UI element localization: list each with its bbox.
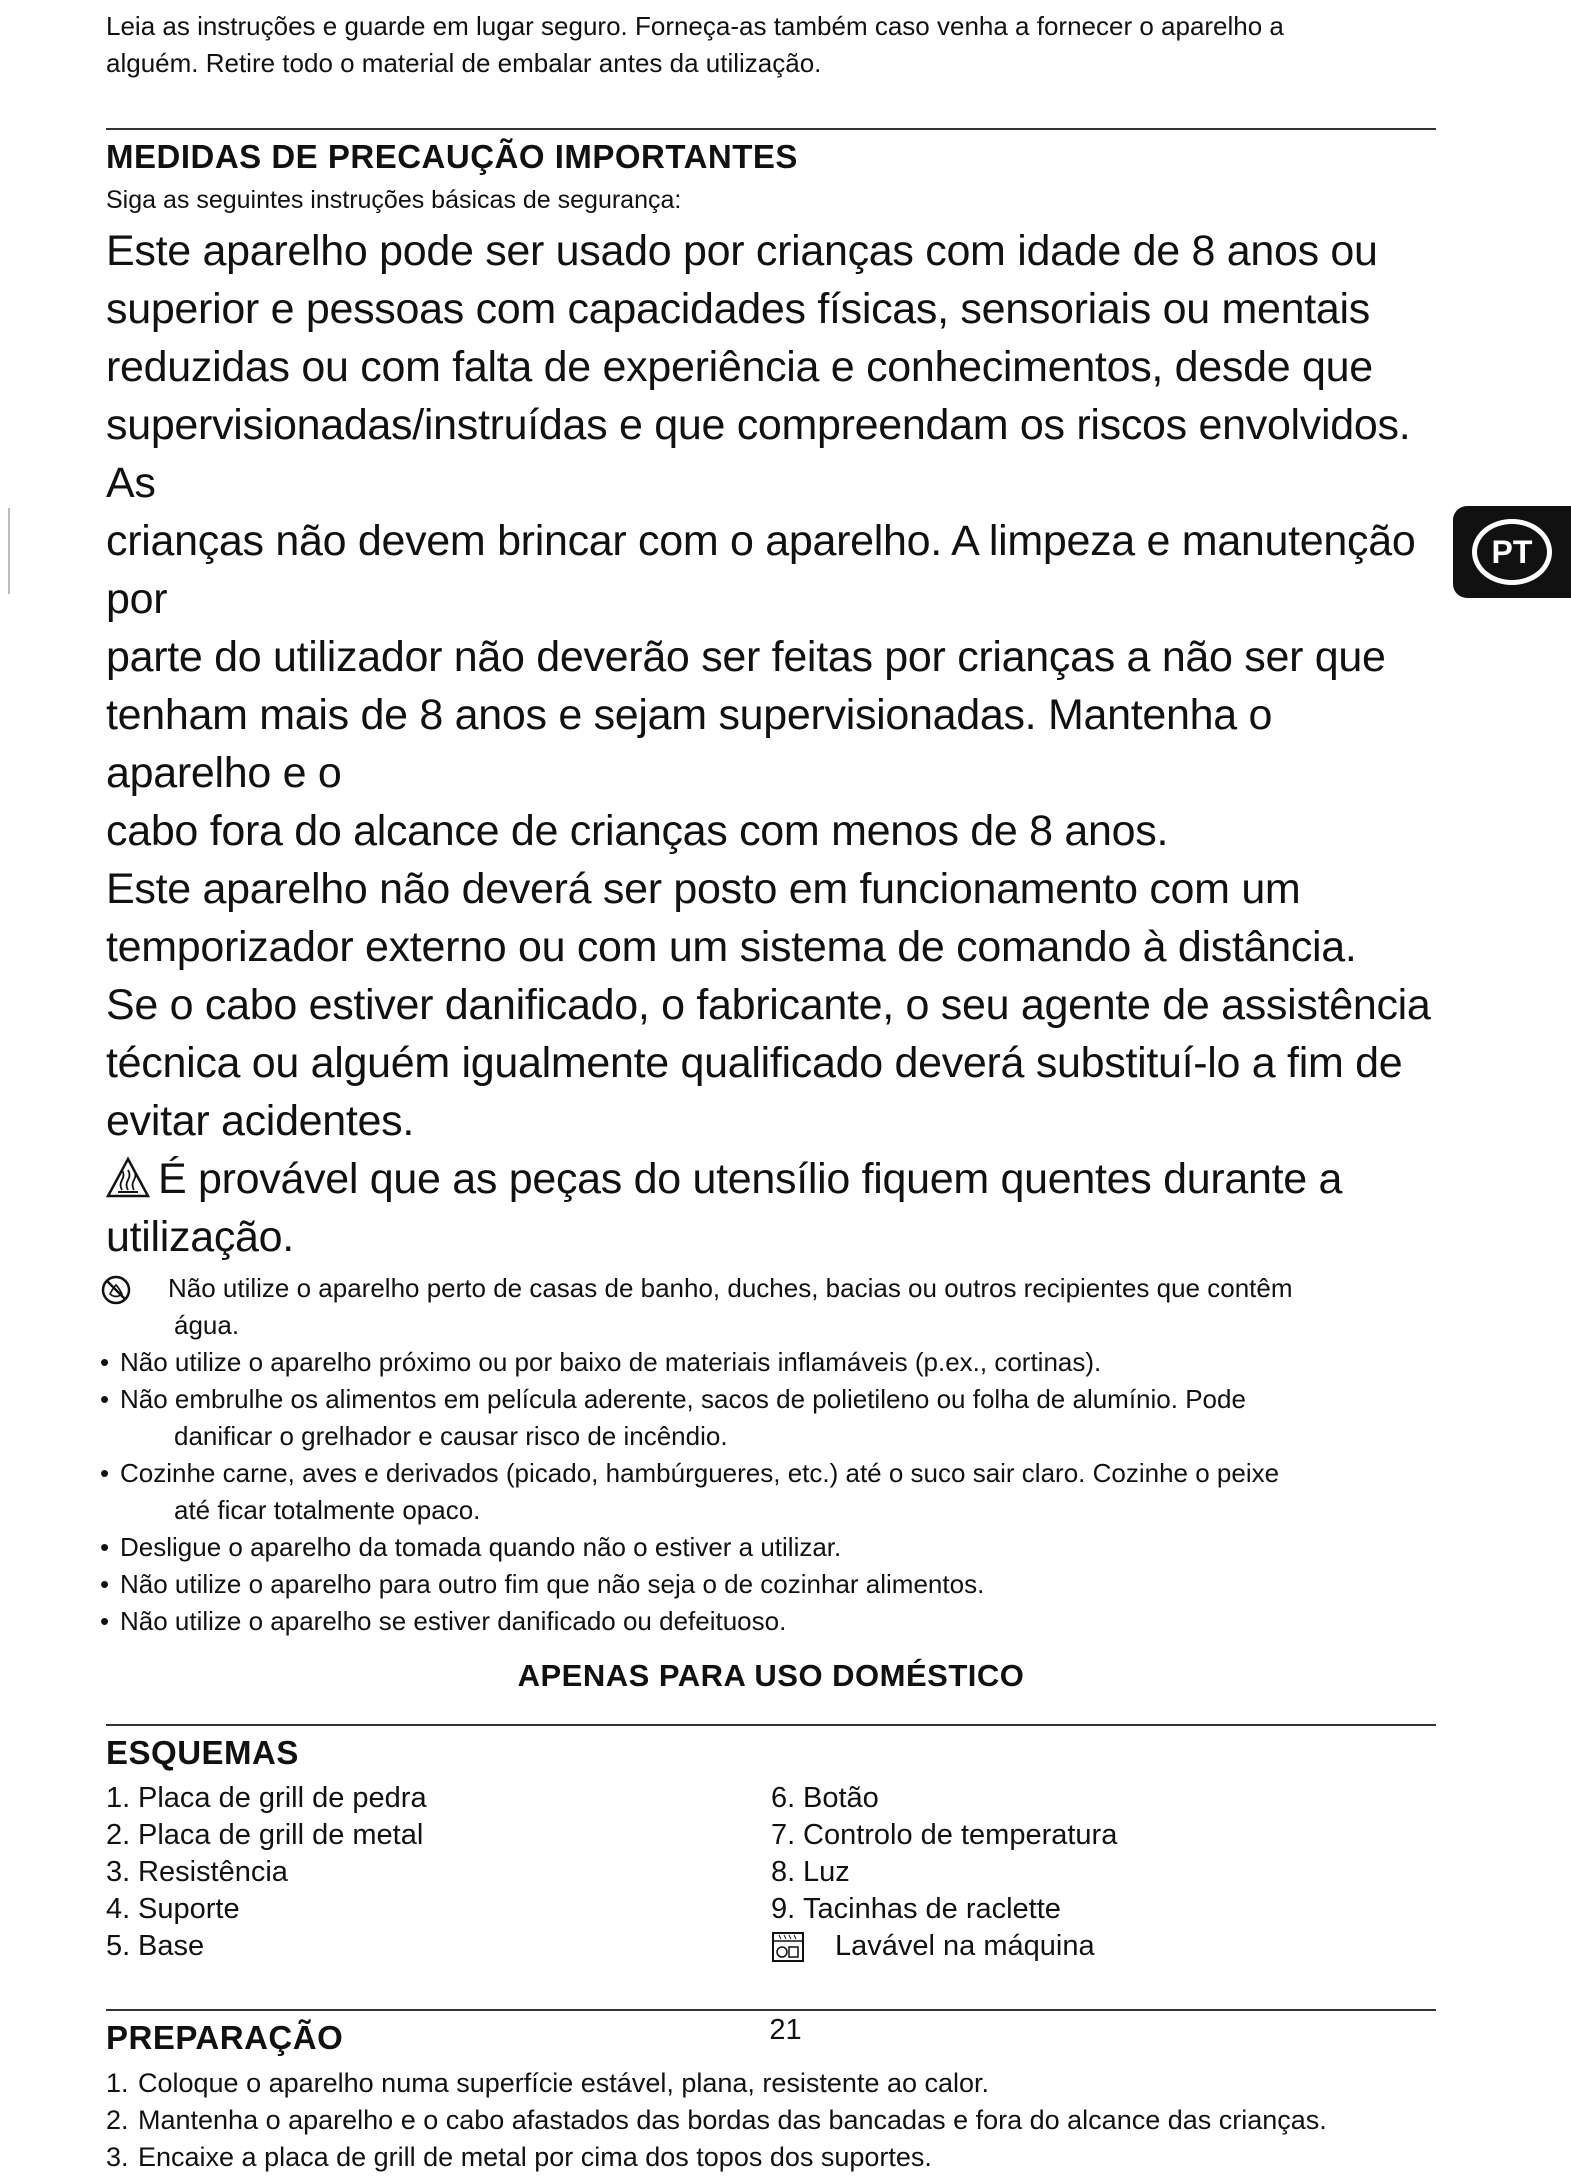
schemes-title: ESQUEMAS bbox=[106, 1734, 299, 1771]
part-number: 7. bbox=[771, 1819, 796, 1851]
big-text-line: temporizador externo ou com um sistema de comando à distância. bbox=[106, 923, 1357, 971]
part-number: 4. bbox=[106, 1893, 131, 1925]
part-label: Luz bbox=[803, 1856, 850, 1888]
hot-surface-warning bbox=[106, 1150, 1436, 1208]
part-item bbox=[106, 1817, 771, 1854]
bullet: • bbox=[100, 1569, 110, 1599]
part-number: 9. bbox=[771, 1893, 796, 1925]
big-text-line: crianças não devem brincar com o aparelho. A limpeza e manutenção por bbox=[106, 517, 1416, 623]
step-text: Encaixe a placa de grill de metal por cima dos topos dos suportes. bbox=[138, 2142, 932, 2172]
intro-line-1: Leia as instruções e guarde em lugar seguro. Forneça-as também caso venha a fornecer o aparelho a bbox=[106, 11, 1284, 41]
step-number: 3. bbox=[106, 2142, 129, 2172]
big-text-line: evitar acidentes. bbox=[106, 1097, 415, 1145]
language-tab bbox=[1453, 506, 1571, 598]
big-text-line: superior e pessoas com capacidades físicas, sensoriais ou mentais bbox=[106, 285, 1370, 333]
bath-warning-cont: água. bbox=[174, 1310, 240, 1340]
language-badge: PT bbox=[1472, 519, 1552, 585]
no-water-icon bbox=[100, 1274, 132, 1306]
list-item-text: Desligue o aparelho da tomada quando não o estiver a utilizar. bbox=[120, 1532, 842, 1562]
part-label: Base bbox=[138, 1930, 205, 1962]
part-label: Placa de grill de metal bbox=[138, 1819, 424, 1851]
big-text-line: Se o cabo estiver danificado, o fabricante, o seu agente de assistência bbox=[106, 981, 1431, 1029]
divider bbox=[106, 128, 1436, 130]
list-item bbox=[100, 1566, 1436, 1603]
divider bbox=[106, 1724, 1436, 1726]
list-item bbox=[100, 1603, 1436, 1640]
list-item bbox=[100, 1381, 1436, 1455]
list-item-text: Não utilize o aparelho para outro fim que não seja o de cozinhar alimentos. bbox=[120, 1569, 985, 1599]
part-item bbox=[771, 1891, 1436, 1928]
big-text-line: cabo fora do alcance de crianças com menos de 8 anos. bbox=[106, 807, 1169, 855]
big-text-line: parte do utilizador não deverão ser feitas por crianças a não ser que bbox=[106, 633, 1386, 681]
part-number: 8. bbox=[771, 1856, 796, 1888]
preparation-title: PREPARAÇÃO bbox=[106, 2019, 344, 2056]
margin-mark bbox=[8, 508, 10, 594]
parts-list bbox=[106, 1780, 1436, 1965]
step-number: 2. bbox=[106, 2105, 129, 2135]
bullet: • bbox=[100, 1458, 110, 1488]
list-item-text-cont: danificar o grelhador e causar risco de incêndio. bbox=[174, 1421, 728, 1451]
dishwasher-item bbox=[771, 1928, 1436, 1965]
precautions-subtitle: Siga as seguintes instruções básicas de segurança: bbox=[106, 186, 682, 214]
part-label: Tacinhas de raclette bbox=[803, 1893, 1061, 1925]
big-text-line: técnica ou alguém igualmente qualificado deverá substituí-lo a fim de bbox=[106, 1039, 1403, 1087]
parts-column-left bbox=[106, 1780, 771, 1965]
divider bbox=[106, 2009, 1436, 2011]
big-text-line: supervisionadas/instruídas e que compreendam os riscos envolvidos. As bbox=[106, 401, 1411, 507]
bullet: • bbox=[100, 1347, 110, 1377]
list-item-text-cont: até ficar totalmente opaco. bbox=[174, 1495, 481, 1525]
list-item-text: Cozinhe carne, aves e derivados (picado, hambúrgueres, etc.) até o suco sair claro. Cozinhe o peixe bbox=[120, 1458, 1280, 1488]
big-text-line: reduzidas ou com falta de experiência e conhecimentos, desde que bbox=[106, 343, 1373, 391]
part-item bbox=[106, 1780, 771, 1817]
dishwasher-icon bbox=[771, 1931, 805, 1963]
list-item bbox=[100, 1455, 1436, 1529]
list-item bbox=[100, 1529, 1436, 1566]
precautions-title: MEDIDAS DE PRECAUÇÃO IMPORTANTES bbox=[106, 138, 798, 175]
part-number: 5. bbox=[106, 1930, 131, 1962]
page-number: 21 bbox=[769, 2014, 802, 2046]
big-text-line: Este aparelho não deverá ser posto em funcionamento com um bbox=[106, 865, 1301, 913]
part-item bbox=[771, 1854, 1436, 1891]
preparation-steps bbox=[106, 2065, 1436, 2176]
bath-warning bbox=[106, 1270, 1436, 1307]
preparation-step bbox=[106, 2065, 1436, 2102]
list-item-text: Não embrulhe os alimentos em película aderente, sacos de polietileno ou folha de alumínio. Pode bbox=[120, 1384, 1246, 1414]
step-text: Coloque o aparelho numa superfície estável, plana, resistente ao calor. bbox=[138, 2068, 990, 2098]
parts-column-right bbox=[771, 1780, 1436, 1965]
preparation-step bbox=[106, 2139, 1436, 2176]
part-number: 2. bbox=[106, 1819, 131, 1851]
part-label: Suporte bbox=[138, 1893, 240, 1925]
part-label: Controlo de temperatura bbox=[803, 1819, 1118, 1851]
intro-line-2: alguém. Retire todo o material de embalar antes da utilização. bbox=[106, 48, 822, 78]
dishwasher-label: Lavável na máquina bbox=[835, 1930, 1095, 1962]
safety-list bbox=[100, 1270, 1436, 1640]
bullet: • bbox=[100, 1384, 110, 1414]
part-item bbox=[106, 1891, 771, 1928]
part-number: 3. bbox=[106, 1856, 131, 1888]
step-text: Mantenha o aparelho e o cabo afastados das bordas das bancadas e fora do alcance das crianças. bbox=[138, 2105, 1327, 2135]
part-item bbox=[106, 1928, 771, 1965]
hot-warning-text: É provável que as peças do utensílio fiquem quentes durante a bbox=[158, 1155, 1343, 1203]
hot-warning-text-cont: utilização. bbox=[106, 1213, 294, 1261]
part-item bbox=[771, 1780, 1436, 1817]
big-text-line: tenham mais de 8 anos e sejam supervisionadas. Mantenha o aparelho e o bbox=[106, 691, 1273, 797]
big-text-line: Este aparelho pode ser usado por crianças com idade de 8 anos ou bbox=[106, 227, 1378, 275]
domestic-use-only: APENAS PARA USO DOMÉSTICO bbox=[517, 1658, 1025, 1693]
step-number: 1. bbox=[106, 2068, 129, 2098]
part-number: 6. bbox=[771, 1782, 796, 1814]
list-item bbox=[100, 1344, 1436, 1381]
bullet: • bbox=[100, 1532, 110, 1562]
part-item bbox=[106, 1854, 771, 1891]
list-item-text: Não utilize o aparelho se estiver danificado ou defeituoso. bbox=[120, 1606, 787, 1636]
part-label: Botão bbox=[803, 1782, 879, 1814]
part-label: Placa de grill de pedra bbox=[138, 1782, 427, 1814]
part-number: 1. bbox=[106, 1782, 131, 1814]
list-item-text: Não utilize o aparelho próximo ou por baixo de materiais inflamáveis (p.ex., cortinas). bbox=[120, 1347, 1102, 1377]
part-label: Resistência bbox=[138, 1856, 288, 1888]
hot-surface-icon bbox=[106, 1156, 150, 1202]
bath-warning-text: Não utilize o aparelho perto de casas de banho, duches, bacias ou outros recipientes que contêm bbox=[168, 1273, 1293, 1303]
preparation-step bbox=[106, 2102, 1436, 2139]
bullet: • bbox=[100, 1606, 110, 1636]
page-content bbox=[100, 8, 1436, 2176]
part-item bbox=[771, 1817, 1436, 1854]
